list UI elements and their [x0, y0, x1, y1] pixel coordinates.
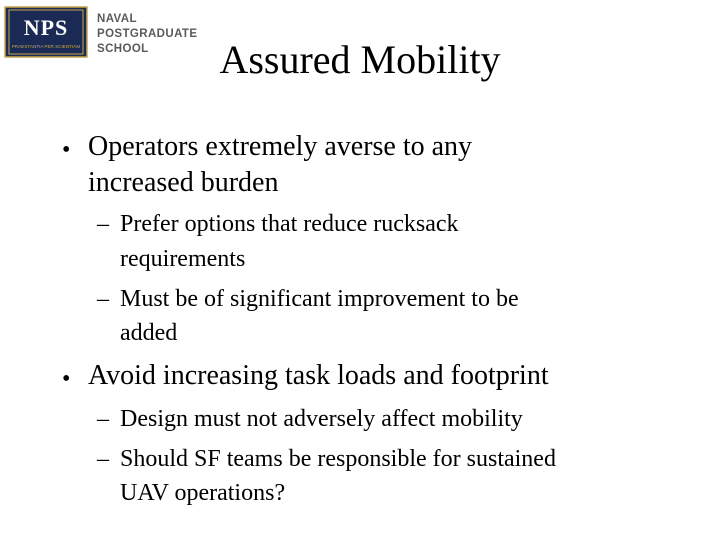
dash-marker: – [97, 446, 109, 472]
dash-marker: – [97, 211, 109, 237]
bullet-text: increased burden [88, 167, 279, 198]
dash-marker: – [97, 286, 109, 312]
school-name-line: NAVAL [97, 13, 137, 25]
bullet-text: Avoid increasing task loads and footprint [88, 360, 549, 391]
bullet-marker: • [62, 137, 71, 163]
bullet-text: Operators extremely averse to any [88, 131, 473, 162]
sub-bullet-text: added [120, 320, 178, 346]
sub-bullet-text: Prefer options that reduce rucksack [120, 211, 459, 237]
sub-bullet-text: Must be of significant improvement to be [120, 286, 519, 312]
sub-bullet-text: Design must not adversely affect mobility [120, 406, 523, 432]
school-name-line: SCHOOL [97, 43, 149, 55]
slide-title: Assured Mobility [219, 37, 501, 82]
dash-marker: – [97, 406, 109, 432]
sub-bullet-text: Should SF teams be responsible for sustained [120, 446, 556, 472]
bullet-marker: • [62, 366, 71, 392]
sub-bullet-text: UAV operations? [120, 480, 286, 506]
school-name-line: POSTGRADUATE [97, 28, 198, 40]
seal-motto: PRAESTANTIA PER SCIENTIAM [11, 44, 81, 49]
sub-bullet-text: requirements [120, 246, 246, 272]
seal-text: NPS [23, 15, 69, 40]
